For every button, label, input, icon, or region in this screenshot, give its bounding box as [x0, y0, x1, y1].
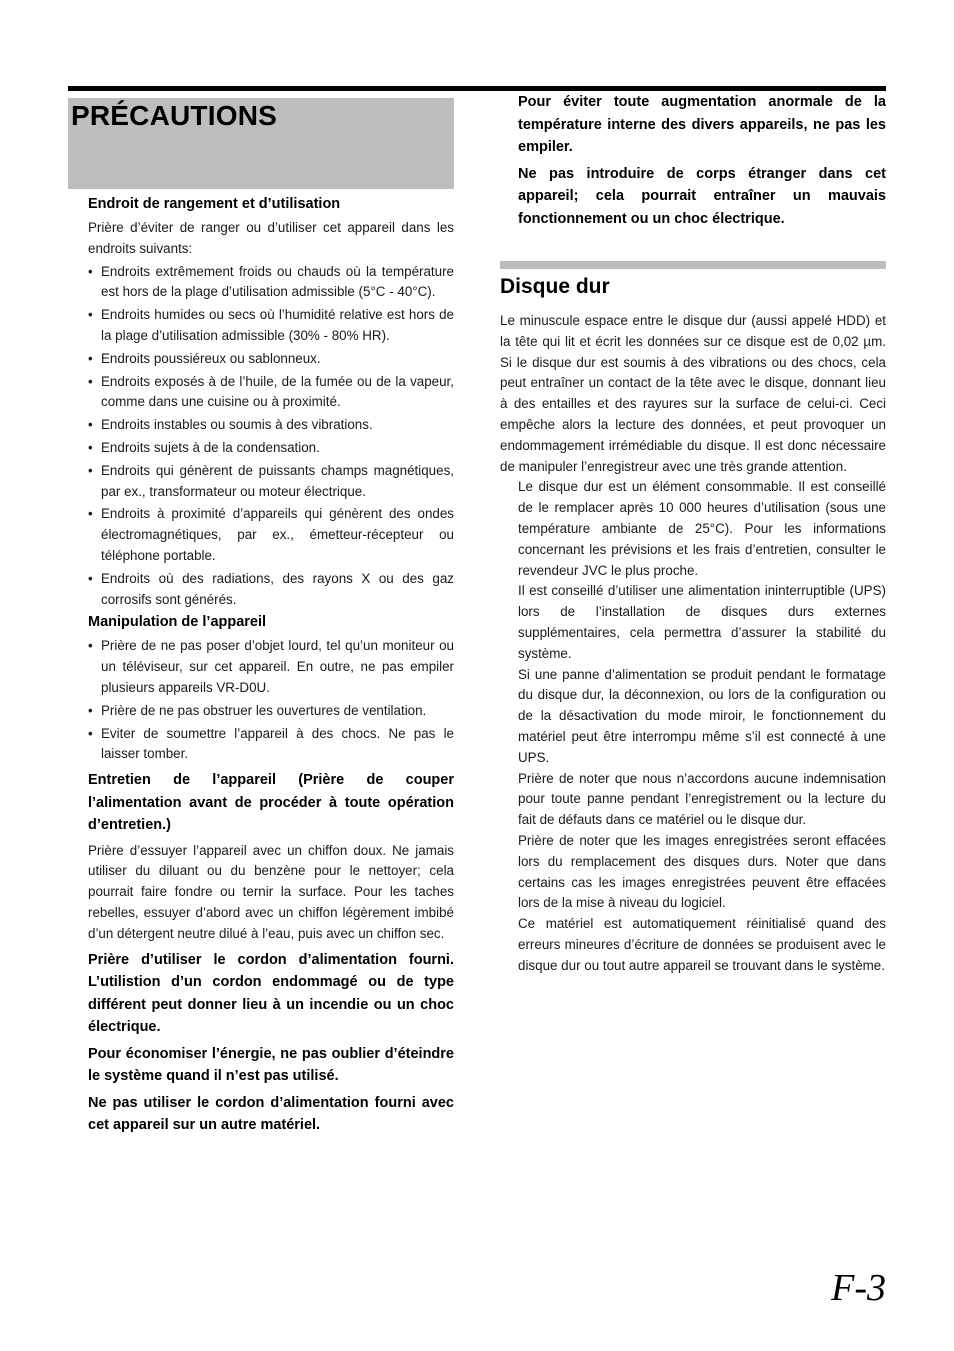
warning-power-cord: Prière d’utiliser le cordon d’alimentation fourni. L’utilistion d’un cordon endommagé ou de type différent peut donner lieu à un incendie ou un choc électrique.	[88, 951, 454, 1036]
warning-foreign-objects: Ne pas introduire de corps étranger dans cet appareil; cela pourrait entraîner un mauvais fonctionnement ou un choc électrique.	[518, 165, 886, 227]
handling-heading: Manipulation de l’appareil	[88, 614, 267, 631]
list-item: • Endroits extrêmement froids ou chauds où la température est hors de la plage d’utilisation admissible (5°C - 40°C).	[88, 262, 454, 304]
list-item: • Endroits à proximité d’appareils qui génèrent des ondes électromagnétiques, par ex., émetteur-récepteur ou téléphone portable.	[88, 504, 454, 566]
storage-heading: Endroit de rangement et d’utilisation	[88, 196, 341, 212]
page-title: PRÉCAUTIONS	[71, 100, 277, 131]
list-item: • Endroits instables ou soumis à des vibrations.	[88, 415, 454, 436]
warning-stacking: Pour éviter toute augmentation anormale de la température interne des divers appareils, ne pas les empiler.	[518, 94, 886, 155]
left-column	[88, 194, 454, 1141]
hdd-intro: Le minuscule espace entre le disque dur (aussi appelé HDD) et la tête qui lit et écrit les données sur ce disque est de 0,02 µm. Si le disque dur est soumis à des vibrations ou des chocs, cela peut entraîner un contact de la tête avec le disque, donnant lieu à des entailles et des rayures sur la surface de celui-ci. Ceci empêche alors la lecture des données, et peut provoquer un endommagement irrémédiable du disque. Il est donc nécessaire de manipuler l’enregistreur avec une très grande attention.	[500, 313, 886, 474]
hdd-note: Si une panne d’alimentation se produit pendant le formatage du disque dur, la déconnexion, ou lors de la configuration ou de la désactivation du mode miroir, le fonctionnement du matériel peut être interrompu même s’il est connecté à une UPS.	[518, 666, 886, 765]
right-column	[500, 91, 886, 977]
page-number: F-3	[831, 1267, 886, 1309]
handling-list	[88, 636, 454, 765]
storage-intro: Prière d’éviter de ranger ou d’utiliser cet appareil dans les endroits suivants:	[88, 220, 454, 256]
title-box	[68, 98, 454, 189]
hdd-note: Le disque dur est un élément consommable. Il est conseillé de le remplacer après 10 000 heures d’utilisation (sous une température ambiante de 25°C). Pour les informations concernant les prévisions et les frais d’entretien, consulter le revendeur JVC le plus proche.	[518, 479, 886, 578]
list-item: • Endroits exposés à de l’huile, de la fumée ou de la vapeur, comme dans une cuisine ou à proximité.	[88, 372, 454, 414]
maintenance-heading: Entretien de l’appareil (Prière de couper l’alimentation avant de procéder à toute opération d’entretien.)	[88, 772, 454, 834]
storage-list	[88, 262, 454, 611]
list-item: • Endroits où des radiations, des rayons X ou des gaz corrosifs sont générés.	[88, 569, 454, 611]
hdd-note: Prière de noter que les images enregistrées seront effacées lors du remplacement des disques durs. Noter que dans certains cas les images enregistrées peuvent être effacées lors de la mise à niveau du logiciel.	[518, 832, 886, 911]
list-item: • Endroits qui génèrent de puissants champs magnétiques, par ex., transformateur ou moteur électrique.	[88, 461, 454, 503]
warning-energy: Pour économiser l’énergie, ne pas oublier d’éteindre le système quand il n’est pas utilisé.	[88, 1045, 454, 1085]
list-item: • Prière de ne pas obstruer les ouvertures de ventilation.	[88, 701, 454, 722]
hdd-heading: Disque dur	[500, 275, 610, 298]
warning-other-equipment: Ne pas utiliser le cordon d’alimentation fourni avec cet appareil sur un autre matériel.	[88, 1094, 454, 1134]
hdd-notes	[500, 477, 886, 976]
section-bar	[500, 261, 886, 269]
hdd-note: Ce matériel est automatiquement réinitialisé quand des erreurs mineures d’écriture de données se produisent avec le disque dur ou tout autre appareil se trouvant dans le système.	[518, 916, 886, 973]
list-item: • Eviter de soumettre l’appareil à des chocs. Ne pas le laisser tomber.	[88, 724, 454, 766]
maintenance-text: Prière d’essuyer l’appareil avec un chiffon doux. Ne jamais utiliser du diluant ou du benzène pour le nettoyer; cela pourrait faire fondre ou ternir la surface. Pour les taches rebelles, essuyer d’abord avec un chiffon légèrement imbibé d’un détergent neutre dilué à l’eau, puis avec un chiffon sec.	[88, 842, 454, 941]
list-item: • Endroits humides ou secs où l’humidité relative est hors de la plage d’utilisation admissible (30% - 80% HR).	[88, 305, 454, 347]
list-item: • Endroits sujets à de la condensation.	[88, 438, 454, 459]
list-item: • Prière de ne pas poser d’objet lourd, tel qu’un moniteur ou un téléviseur, sur cet appareil. En outre, ne pas empiler plusieurs appareils VR-D0U.	[88, 636, 454, 698]
hdd-note: Prière de noter que nous n’accordons aucune indemnisation pour toute panne pendant l’enregistrement ou la lecture du fait de défauts dans ce matériel ou le disque dur.	[518, 770, 886, 828]
hdd-note: Il est conseillé d’utiliser une alimentation ininterruptible (UPS) lors de l’installation de disques durs externes supplémentaires, cela permettra d’assurer la stabilité du système.	[518, 583, 886, 661]
list-item: • Endroits poussiéreux ou sablonneux.	[88, 349, 454, 370]
